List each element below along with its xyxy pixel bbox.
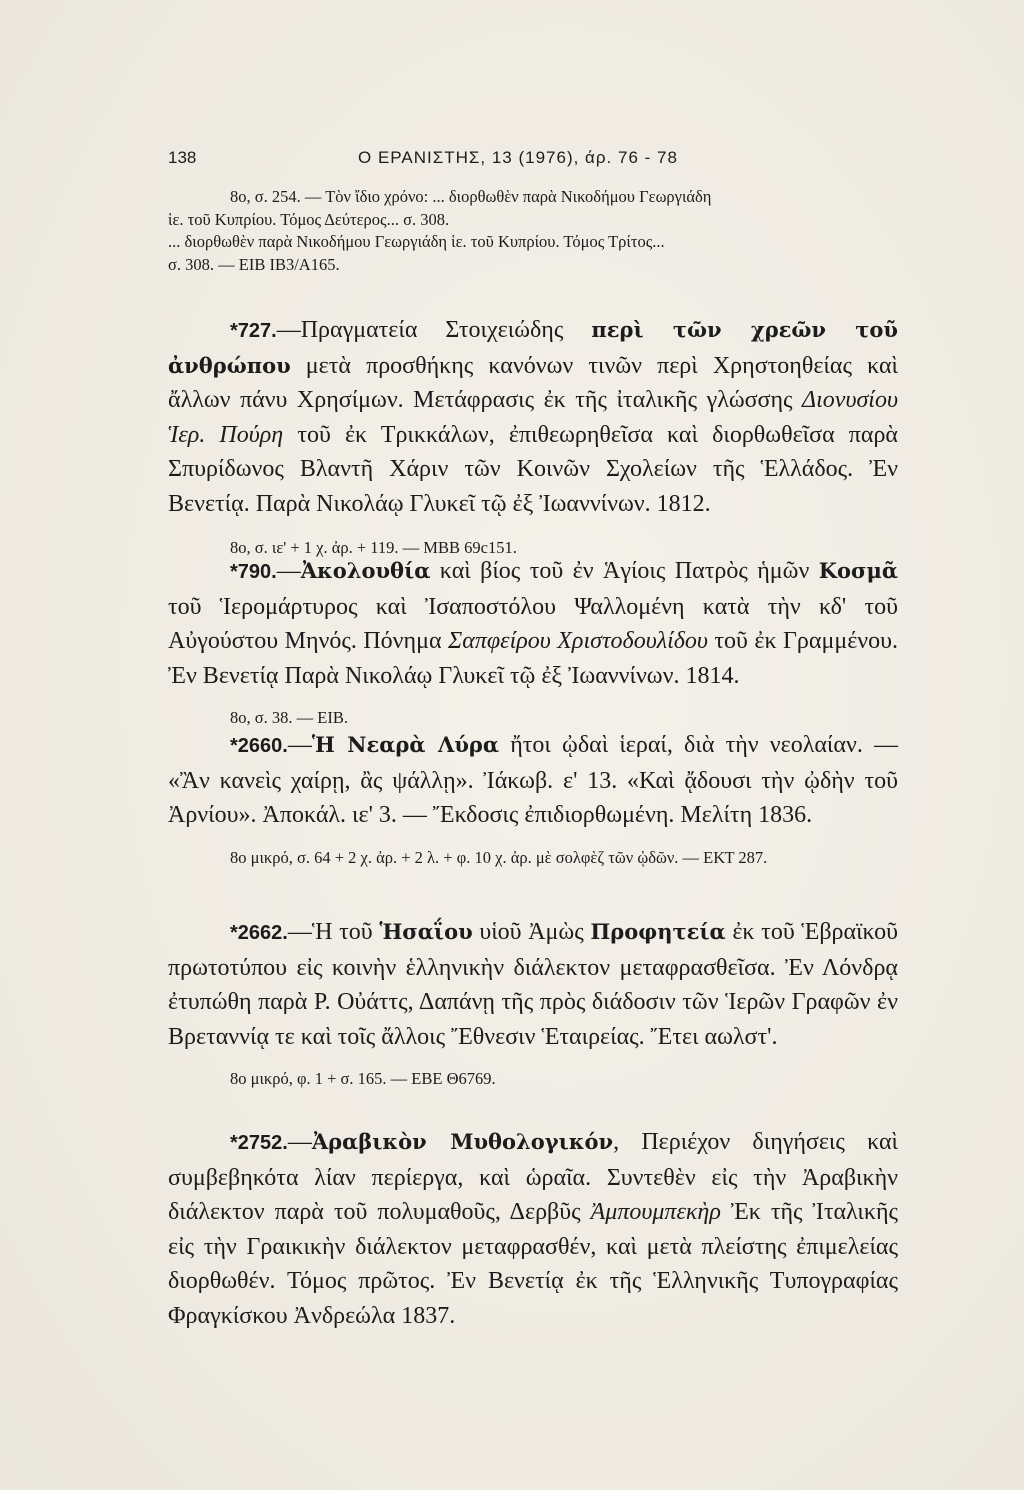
entry-title: Ἀραβικὸν Μυθολογικόν — [311, 1129, 614, 1154]
continued-note — [168, 186, 898, 276]
entry-727 — [168, 313, 898, 560]
note-line: ἱε. τοῦ Κυπρίου. Τόμος Δεύτερος... σ. 308. — [168, 209, 450, 229]
entry-body: *2752.—Ἀραβικὸν Μυθολογικόν, Περιέχον διηγήσεις καὶ συμβεβηκότα λίαν περίεργα, καὶ ὡραῖα. Συντεθὲν εἰς τὴν Ἀραβικὴν διάλεκτον παρὰ τοῦ πολυμαθοῦς, Δερβῦς Ἀμπουμπεκὴρ Ἐκ τῆς Ἰταλικῆς εἰς τὴν Γραικικὴν διάλεκτον μεταφρασθέν, καὶ μετὰ πλείστης ἐπιμελείας διορθωθέν. Τόμος πρῶτος. Ἐν Βενετίᾳ ἐκ τῆς Ἑλληνικῆς Τυπογραφίας Φραγκίσκου Ἀνδρεώλα 1837. — [168, 1129, 898, 1329]
entry-body: *2660.—Ἡ Νεαρὰ Λύρα ἤτοι ᾠδαὶ ἱεραί, διὰ τὴν νεολαίαν. — «Ἂν κανεὶς χαίρῃ, ἂς ψάλλῃ». Ἰάκωβ. ε' 13. «Καὶ ᾄδουσι τὴν ᾠδὴν τοῦ Ἀρνίου». Ἀποκάλ. ιε' 3. — Ἔκδοσις ἐπιδιορθωμένη. Μελίτη 1836. — [168, 732, 898, 828]
entry-number: *790. — [230, 561, 277, 583]
entry-title: Ἡσαΐου — [379, 919, 473, 944]
entry-title: Ἀκολουθία — [300, 558, 431, 583]
entry-body: *727.—Πραγματεία Στοιχειώδης περὶ τῶν χρεῶν τοῦ ἀνθρώπου μετὰ προσθήκης κανόνων τινῶν περὶ Χρηστοηθείας καὶ ἄλλων πάνυ Χρησίμων. Μετάφρασις ἐκ τῆς ἰταλικῆς γλώσσης Διονυσίου Ἱερ. Πούρη τοῦ ἐκ Τρικκάλων, ἐπιθεωρηθεῖσα καὶ διορθωθεῖσα παρὰ Σπυρίδωνος Βλαντῆ Χάριν τῶν Κοινῶν Σχολείων τῆς Ἑλλάδος. Ἐν Βενετίᾳ. Παρὰ Νικολάῳ Γλυκεῖ τῷ ἐξ Ἰωαννίνων. 1812. — [168, 317, 898, 517]
entry-note: 8ο, σ. 38. — ΕΙΒ. — [230, 708, 348, 727]
entry-number: *2660. — [230, 735, 288, 757]
note-line: 8ο, σ. 254. — Τὸν ἴδιο χρόνο: ... διορθωθὲν παρὰ Νικοδήμου Γεωργιάδη — [230, 187, 712, 206]
note-line: ... διορθωθὲν παρὰ Νικοδήμου Γεωργιάδη ἱε. τοῦ Κυπρίου. Τόμος Τρίτος... — [168, 232, 665, 251]
entry-title: Ἡ Νεαρὰ Λύρα — [311, 732, 500, 757]
entry-note: 8ο, σ. ιε' + 1 χ. ἀρ. + 119. — ΜΒΒ 69c151. — [230, 538, 517, 557]
entry-author: Ἀμπουμπεκὴρ — [590, 1199, 721, 1225]
entry-note: 8ο μικρό, φ. 1 + σ. 165. — ΕΒΕ Θ6769. — [230, 1069, 496, 1088]
entry-body: *2662.—Ἡ τοῦ Ἡσαΐου υἱοῦ Ἀμὼς Προφητεία ἐκ τοῦ Ἑβραϊκοῦ πρωτοτύπου εἰς κοινὴν ἑλληνικὴν διάλεκτον μεταφρασθεῖσα. Ἐν Λόνδρᾳ ἐτυπώθη παρὰ Ρ. Οὐάττς, Δαπάνῃ τῆς πρὸς διάδοσιν τῶν Ἱερῶν Γραφῶν ἐν Βρεταννίᾳ τε καὶ τοῖς ἄλλοις Ἔθνεσιν Ἑταιρείας. Ἔτει αωλστ'. — [168, 919, 898, 1050]
entry-title-name: Προφητεία — [590, 919, 726, 944]
running-title: Ο ΕΡΑΝΙΣΤΗΣ, 13 (1976), άρ. 76 - 78 — [358, 148, 678, 167]
note-line: σ. 308. — ΕΙΒ ΙΒ3/Α165. — [168, 254, 340, 274]
entry-number: *2662. — [230, 922, 288, 944]
entry-author: Διονυσίου Ἱερ. Πούρη — [168, 387, 898, 448]
page-number: 138 — [168, 148, 197, 167]
entry-title-name: Κοσμᾶ — [818, 558, 898, 583]
entry-author: Σαπφείρου Χριστοδουλίδου — [447, 628, 708, 654]
entry-note: 8ο μικρό, σ. 64 + 2 χ. ἀρ. + 2 λ. + φ. 10 χ. ἀρ. μὲ σολφὲζ τῶν ᾠδῶν. — ΕΚΤ 287. — [230, 847, 768, 867]
entry-title: περὶ τῶν χρεῶν τοῦ ἀνθρώπου — [168, 317, 898, 378]
entry-2660 — [168, 728, 898, 869]
entry-number: *2752. — [230, 1132, 288, 1154]
entry-790 — [168, 554, 898, 730]
entry-number: *727. — [230, 320, 277, 342]
running-header — [168, 148, 748, 168]
entry-2662 — [168, 915, 898, 1091]
entry-2752 — [168, 1125, 898, 1333]
entry-body: *790.—Ἀκολουθία καὶ βίος τοῦ ἐν Ἁγίοις Πατρὸς ἡμῶν Κοσμᾶ τοῦ Ἱερομάρτυρος καὶ Ἰσαποστόλου Ψαλλομένη κατὰ τὴν κδ' τοῦ Αὐγούστου Μηνός. Πόνημα Σαπφείρου Χριστοδουλίδου τοῦ ἐκ Γραμμένου. Ἐν Βενετίᾳ Παρὰ Νικολάῳ Γλυκεῖ τῷ ἐξ Ἰωαννίνων. 1814. — [168, 558, 899, 689]
